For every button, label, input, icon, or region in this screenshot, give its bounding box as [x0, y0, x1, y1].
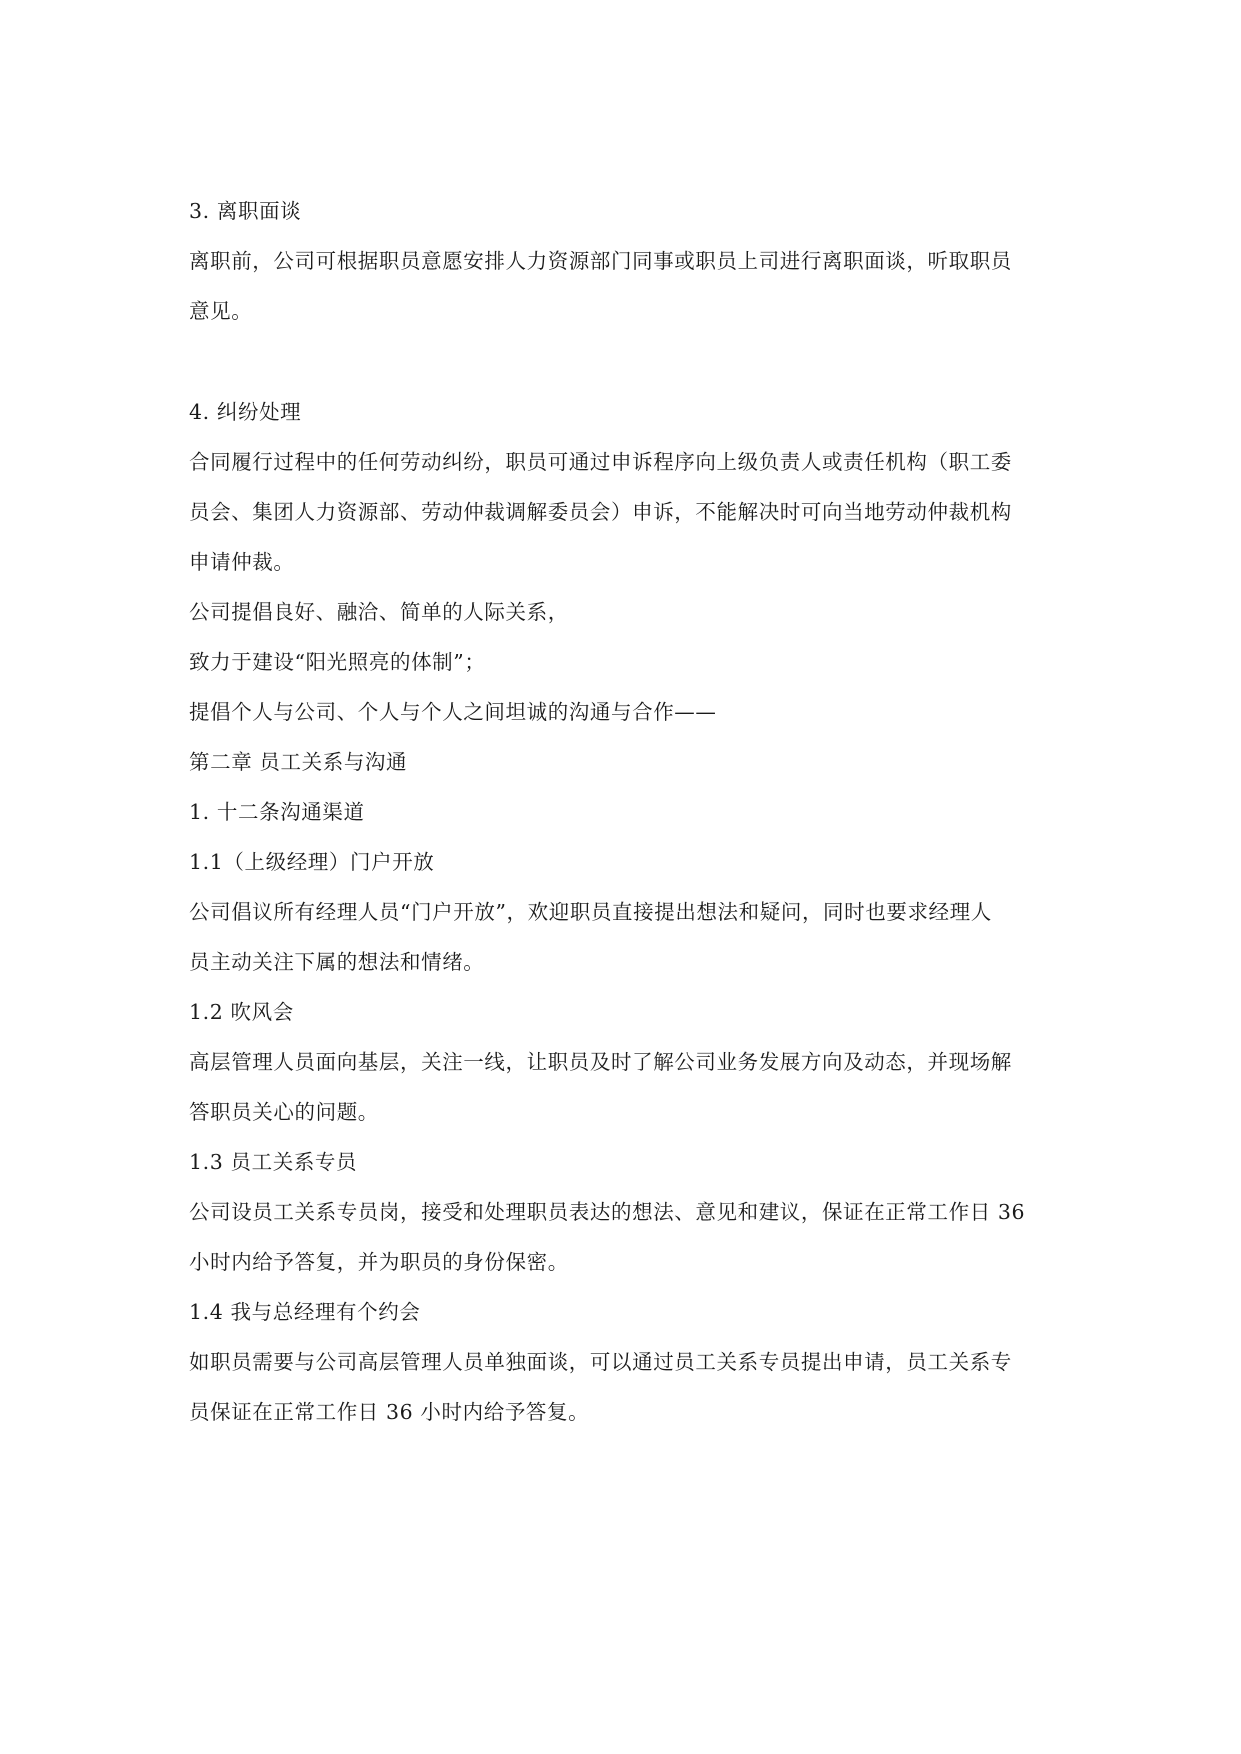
subsection-heading-relations-specialist: 1.3 员工关系专员 [189, 1150, 358, 1174]
paragraph-line: 员主动关注下属的想法和情绪。 [189, 950, 485, 974]
paragraph-line: 意见。 [189, 299, 253, 323]
paragraph-line: 如职员需要与公司高层管理人员单独面谈，可以通过员工关系专员提出申请，员工关系专 [189, 1350, 1012, 1374]
paragraph-line: 员会、集团人力资源部、劳动仲裁调解委员会）申诉，不能解决时可向当地劳动仲裁机构 [189, 500, 1012, 524]
paragraph-line: 公司提倡良好、融洽、简单的人际关系， [189, 600, 569, 624]
paragraph-line: 合同履行过程中的任何劳动纠纷，职员可通过申诉程序向上级负责人或责任机构（职工委 [189, 450, 1012, 474]
subsection-heading-briefing: 1.2 吹风会 [189, 1000, 294, 1024]
subsection-heading-gm-appointment: 1.4 我与总经理有个约会 [189, 1300, 421, 1324]
paragraph-line: 公司设员工关系专员岗，接受和处理职员表达的想法、意见和建议，保证在正常工作日 36 [189, 1200, 1026, 1224]
chapter-heading: 第二章 员工关系与沟通 [189, 750, 408, 774]
paragraph-line: 离职前，公司可根据职员意愿安排人力资源部门同事或职员上司进行离职面谈，听取职员 [189, 249, 1012, 273]
paragraph-line: 员保证在正常工作日 36 小时内给予答复。 [189, 1400, 590, 1424]
paragraph-line: 公司倡议所有经理人员“门户开放”，欢迎职员直接提出想法和疑问，同时也要求经理人 [189, 900, 992, 924]
paragraph-line: 致力于建设“阳光照亮的体制”； [189, 650, 486, 674]
subsection-heading-open-door: 1.1（上级经理）门户开放 [189, 850, 435, 874]
paragraph-line: 提倡个人与公司、个人与个人之间坦诚的沟通与合作—— [189, 700, 717, 724]
paragraph-line: 小时内给予答复，并为职员的身份保密。 [189, 1250, 569, 1274]
paragraph-line: 申请仲裁。 [189, 550, 295, 574]
section-heading-dispute-handling: 4. 纠纷处理 [189, 400, 302, 424]
paragraph-line: 高层管理人员面向基层，关注一线，让职员及时了解公司业务发展方向及动态，并现场解 [189, 1050, 1012, 1074]
section-heading-exit-interview: 3. 离职面谈 [189, 199, 302, 223]
section-heading-channels: 1. 十二条沟通渠道 [189, 800, 365, 824]
paragraph-line: 答职员关心的问题。 [189, 1100, 379, 1124]
